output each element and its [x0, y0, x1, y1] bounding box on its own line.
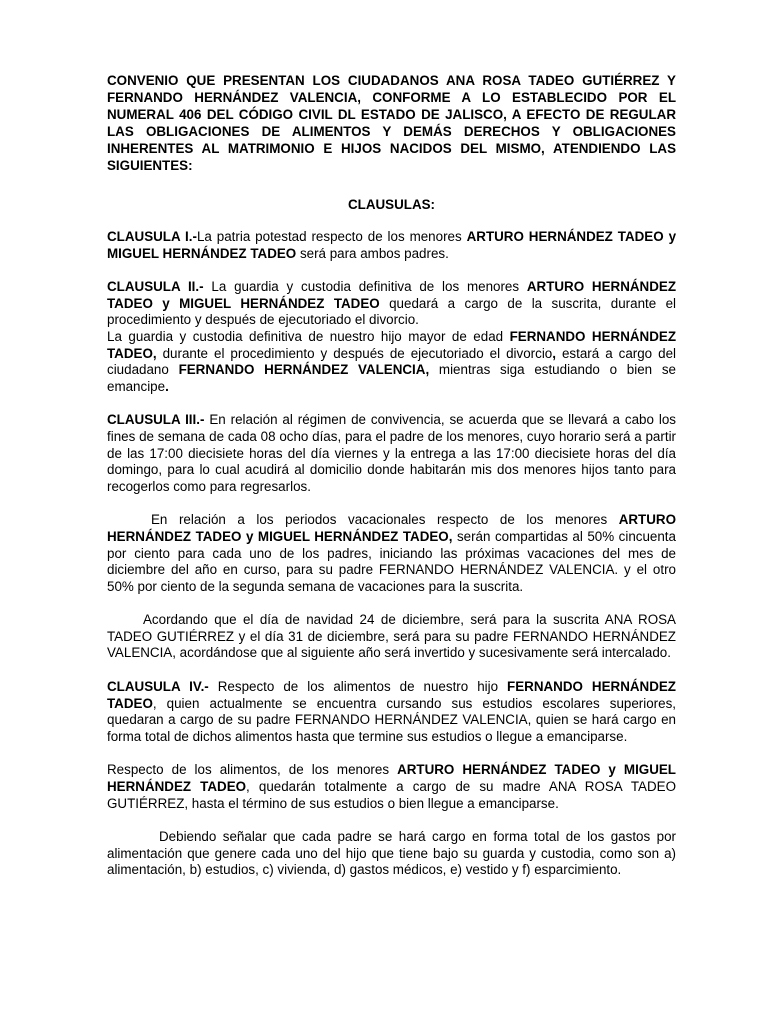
clause-2b-text-4: mientras siga estudiando o bien se emancipe — [107, 362, 676, 394]
clause-4 — [107, 679, 676, 745]
clause-4-label: CLAUSULA IV.- — [107, 679, 209, 695]
clause-2b-comma: , — [552, 345, 556, 361]
clause-1 — [107, 229, 676, 262]
clause-1-label: CLAUSULA I.- — [107, 229, 197, 244]
clause-1-text-end: será para ambos padres. — [296, 245, 449, 261]
clause-2b-father-name: FERNANDO HERNÁNDEZ VALENCIA, — [178, 362, 430, 378]
document-title: CONVENIO QUE PRESENTAN LOS CIUDADANOS ANA ROSA TADEO GUTIÉRREZ Y FERNANDO HERNÁNDEZ VALENCIA, CONFORME A LO ESTABLECIDO POR EL NUMERAL 406 DEL CÓDIGO CIVIL DL ESTADO DE JALISCO, A EFECTO DE REGULAR LAS OBLIGACIONES DE ALIMENTOS Y DEMÁS DERECHOS Y OBLIGACIONES INHERENTES AL MATRIMONIO E HIJOS NACIDOS DEL MISMO, ATENDIENDO LAS SIGUIENTES: — [107, 73, 676, 173]
clause-1-text: La patria potestad respecto de los menores — [196, 229, 467, 244]
clause-4-text-end: , quien actualmente se encuentra cursando sus estudios escolares superiores, quedaran a cargo de su padre FERNANDO HERNÁNDEZ VALENCIA, quien se hará cargo en forma total de dichos alimentos hasta que termine sus estudios o llegue a emanciparse. — [107, 695, 676, 744]
clause-4b-names: ARTURO HERNÁNDEZ TADEO y MIGUEL HERNÁNDEZ TADEO — [107, 762, 676, 795]
clause-2-text-end: quedará a cargo de la suscrita, durante el procedimiento y después de ejecutoriado el divorcio. — [107, 295, 677, 328]
clause-4b-text-end: , quedarán totalmente a cargo de su madre ANA ROSA TADEO GUTIÉRREZ, hasta el término de sus estudios o bien llegue a emanciparse. — [107, 779, 676, 811]
clause-2-custody-adult — [107, 329, 676, 395]
clause-4-name: FERNANDO HERNÁNDEZ TADEO — [107, 679, 676, 711]
clause-4-text: Respecto de los alimentos de nuestro hijo — [208, 679, 508, 695]
clause-2-text: La guardia y custodia definitiva de los menores — [203, 279, 527, 295]
clause-2b-text-3: estará a cargo del ciudadano — [107, 345, 676, 378]
clauses-heading: CLAUSULAS: — [347, 197, 436, 212]
vacation-paragraph — [107, 512, 676, 595]
clause-2b-period: . — [165, 378, 169, 394]
clause-1-names: ARTURO HERNÁNDEZ TADEO y MIGUEL HERNÁNDEZ TADEO — [107, 229, 677, 261]
clause-4b-text: Respecto de los alimentos, de los menores — [107, 762, 398, 778]
clause-2-label: CLAUSULA II.- — [107, 279, 204, 295]
clause-3 — [107, 412, 676, 495]
vacation-text: En relación a los periodos vacacionales respecto de los menores — [151, 512, 619, 528]
vacation-names: ARTURO HERNÁNDEZ TADEO y MIGUEL HERNÁNDEZ TADEO, — [107, 512, 676, 544]
clause-2b-name: FERNANDO HERNÁNDEZ TADEO, — [107, 328, 677, 361]
vacation-text-end: serán compartidas al 50% cincuenta por ciento para cada uno de los padres, iniciando las próximas vacaciones del mes de diciembre del año en curso, para su padre FERNANDO HERNÁNDEZ VALENCIA. y el otro 50% por ciento de la segunda semana de vacaciones para la suscrita. — [107, 528, 676, 594]
clause-2b-text-2: durante el procedimiento y después de ejecutoriado el divorcio — [156, 345, 553, 361]
clause-3-label: CLAUSULA III.- — [107, 412, 205, 428]
clause-2-names: ARTURO HERNÁNDEZ TADEO y MIGUEL HERNÁNDEZ TADEO — [107, 279, 676, 311]
christmas-paragraph: Acordando que el día de navidad 24 de diciembre, será para la suscrita ANA ROSA TADEO GUTIÉRREZ y el día 31 de diciembre, será para su padre FERNANDO HERNÁNDEZ VALENCIA, acordándose que al siguiente año será invertido y sucesivamente será intercalado. — [107, 612, 676, 661]
clause-2 — [107, 279, 676, 329]
clause-3-text: En relación al régimen de convivencia, se acuerda que se llevará a cabo los fines de semana de cada 08 ocho días, para el padre de los menores, cuyo horario será a partir de las 17:00 diecisiete horas del día viernes y la entrega a las 17:00 diecisiete horas del día domingo, para lo cual acudirá al domicilio donde habitarán mis dos menores hijos tanto para recogerlos como para regresarlos. — [107, 412, 676, 494]
clause-4-minors — [107, 762, 676, 812]
clause-2b-text: La guardia y custodia definitiva de nuestro hijo mayor de edad — [107, 328, 510, 344]
expenses-paragraph: Debiendo señalar que cada padre se hará cargo en forma total de los gastos por alimentación que genere cada uno del hijo que tiene bajo su guarda y custodia, como son a) alimentación, b) estudios, c) vivienda, d) gastos médicos, e) vestido y f) esparcimiento. — [107, 829, 676, 878]
